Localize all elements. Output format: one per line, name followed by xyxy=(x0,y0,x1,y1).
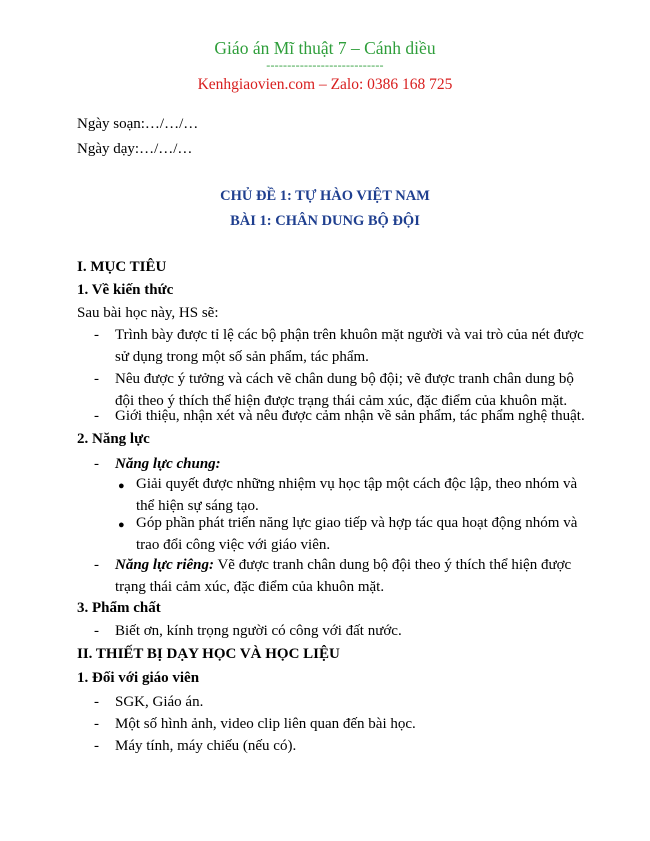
list-item: Máy tính, máy chiếu (nếu có). xyxy=(115,738,297,754)
list-item-continuation: trạng thái cảm xúc, đặc điểm của khuôn mặt. xyxy=(115,579,385,595)
subheading-competence: 2. Năng lực xyxy=(77,431,150,447)
list-item: Giải quyết được những nhiệm vụ học tập một cách độc lập, theo nhóm và xyxy=(136,476,578,492)
list-dash: - xyxy=(94,456,99,472)
specific-competence-text: Vẽ được tranh chân dung bộ đội theo ý thích thể hiện được xyxy=(214,557,572,573)
date-taught: Ngày dạy:…/…/… xyxy=(77,141,193,157)
section-heading-equipment: II. THIẾT BỊ DẠY HỌC VÀ HỌC LIỆU xyxy=(77,646,340,662)
list-item: Biết ơn, kính trọng người có công với đất nước. xyxy=(115,623,402,639)
date-prepared: Ngày soạn:…/…/… xyxy=(77,116,199,132)
list-dash: - xyxy=(94,557,99,573)
list-item-continuation: đội theo ý thích thể hiện được trạng thái cảm xúc, đặc điểm của khuôn mặt. xyxy=(115,393,568,409)
knowledge-intro: Sau bài học này, HS sẽ: xyxy=(77,305,219,321)
list-dash: - xyxy=(94,738,99,754)
lesson-title: BÀI 1: CHÂN DUNG BỘ ĐỘI xyxy=(230,213,420,229)
list-item: Trình bày được tỉ lệ các bộ phận trên khuôn mặt người và vai trò của nét được xyxy=(115,327,584,343)
list-item: SGK, Giáo án. xyxy=(115,694,204,710)
list-item-continuation: thể hiện sự sáng tạo. xyxy=(136,498,259,514)
list-dash: - xyxy=(94,371,99,387)
list-dash: - xyxy=(94,623,99,639)
header-divider: ---------------------------- xyxy=(266,58,384,72)
header-contact: Kenhgiaovien.com – Zalo: 0386 168 725 xyxy=(197,76,453,93)
topic-title: CHỦ ĐỀ 1: TỰ HÀO VIỆT NAM xyxy=(220,188,430,204)
list-item: Một số hình ảnh, video clip liên quan đến bài học. xyxy=(115,716,416,732)
bullet-icon: ● xyxy=(118,480,125,492)
list-item: Nêu được ý tưởng và cách vẽ chân dung bộ đội; vẽ được tranh chân dung bộ xyxy=(115,371,574,387)
header-title: Giáo án Mĩ thuật 7 – Cánh diều xyxy=(214,38,436,58)
bullet-icon: ● xyxy=(118,519,125,531)
subheading-knowledge: 1. Về kiến thức xyxy=(77,282,174,298)
general-competence-label: Năng lực chung: xyxy=(115,456,221,472)
section-heading-objectives: I. MỤC TIÊU xyxy=(77,259,167,275)
list-dash: - xyxy=(94,694,99,710)
specific-competence xyxy=(115,557,571,574)
specific-competence-label: Năng lực riêng: xyxy=(115,557,214,573)
list-item-continuation: sử dụng trong một số sản phẩm, tác phẩm. xyxy=(115,349,369,365)
list-dash: - xyxy=(94,716,99,732)
list-dash: - xyxy=(94,327,99,343)
list-item: Giới thiệu, nhận xét và nêu được cảm nhận về sản phẩm, tác phẩm nghệ thuật. xyxy=(115,408,585,424)
subheading-quality: 3. Phẩm chất xyxy=(77,600,161,616)
list-item-continuation: trao đổi công việc với giáo viên. xyxy=(136,537,331,553)
subheading-teacher: 1. Đối với giáo viên xyxy=(77,670,200,686)
list-dash: - xyxy=(94,408,99,424)
list-item: Góp phần phát triển năng lực giao tiếp và hợp tác qua hoạt động nhóm và xyxy=(136,515,578,531)
